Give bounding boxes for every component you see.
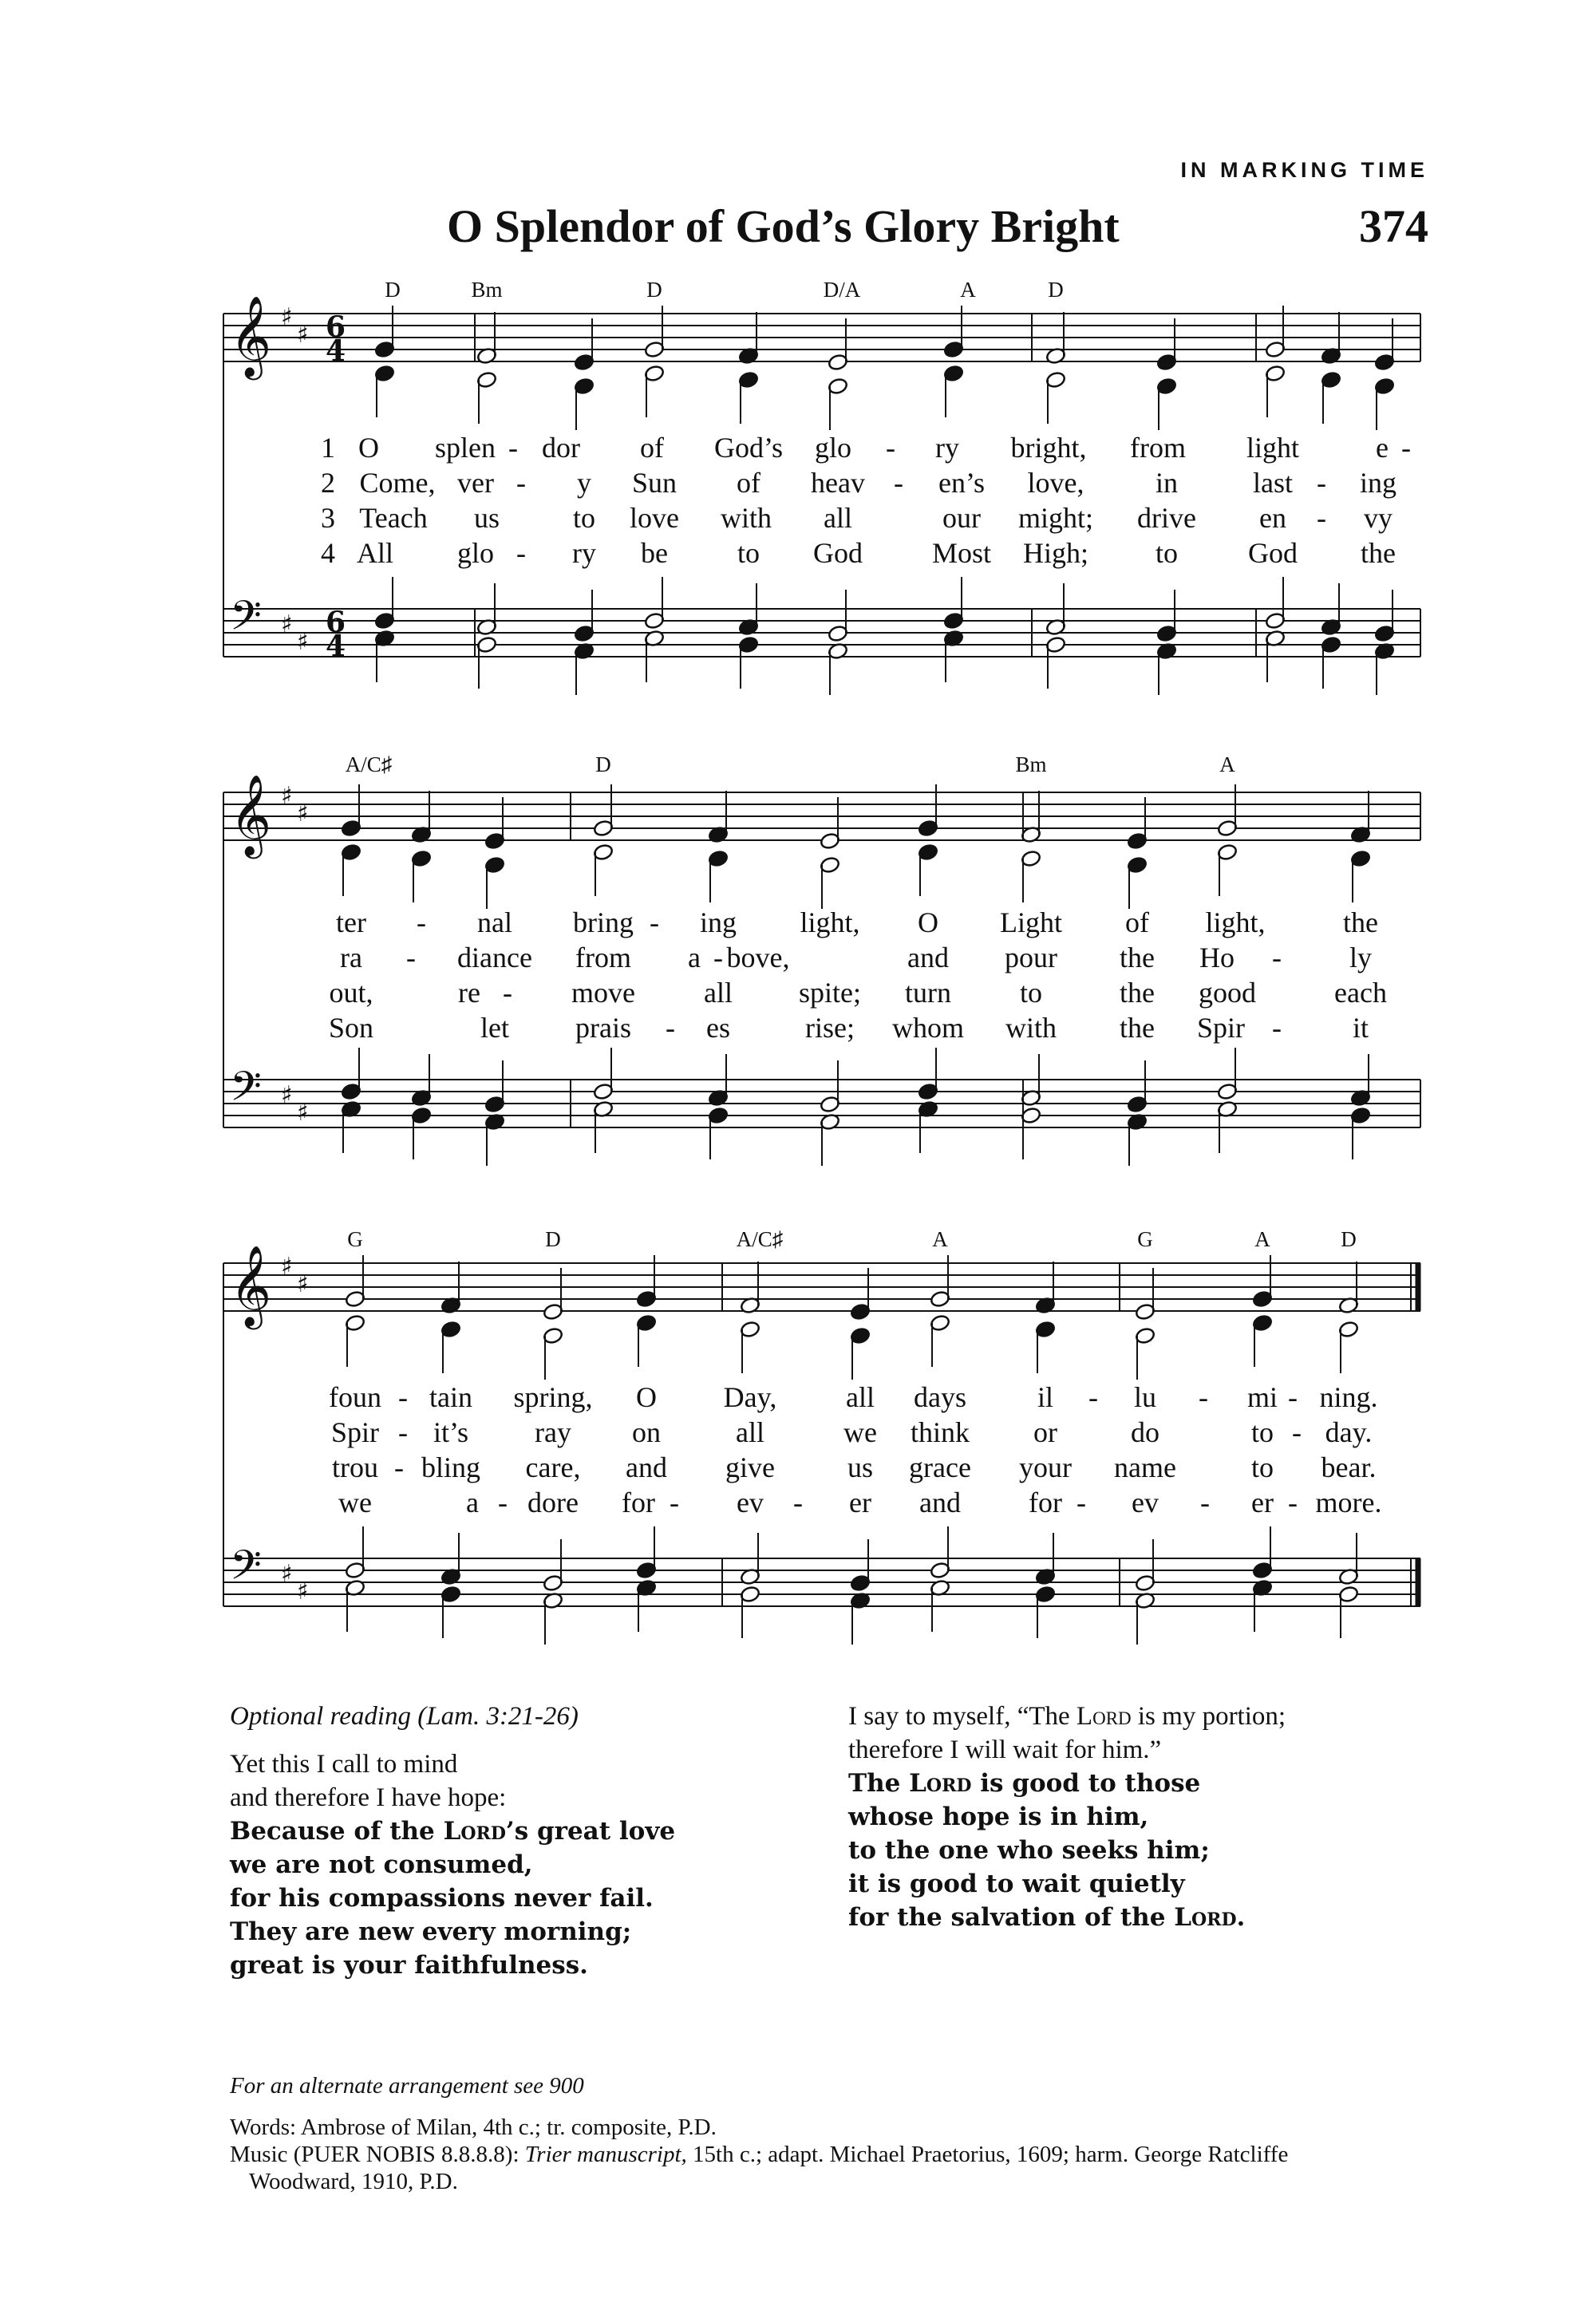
lyric-syllable: Come,	[359, 467, 436, 499]
lyric-syllable: Light	[1000, 906, 1062, 938]
bass-staff	[223, 1526, 1420, 1645]
lyric-syllable: might;	[1017, 502, 1094, 534]
lyric-syllable: pour	[1005, 942, 1057, 973]
lyric-hyphen: -	[1317, 467, 1326, 499]
alternate-arrangement-note: For an alternate arrangement see 900	[230, 2073, 584, 2099]
lyric-syllable: all	[846, 1381, 875, 1413]
lyric-hyphen: -	[793, 1487, 803, 1518]
sharp-icon: ♯	[297, 321, 309, 349]
reading-heading: Optional reading (Lam. 3:21-26)	[230, 1702, 579, 1731]
reading-right-column	[848, 1700, 1286, 1934]
lyric-syllable: for	[1029, 1487, 1062, 1518]
lyric-syllable: with	[1005, 1012, 1057, 1044]
chord-symbol: Bm	[1015, 752, 1047, 776]
music-credit-rest: 15th c.; adapt. Michael Praetorius, 1609; harm. George Ratcliffe	[686, 2142, 1289, 2167]
lyric-syllable: the	[1120, 1012, 1155, 1044]
lyric-syllable: Most	[931, 537, 992, 569]
lyric-hyphen: -	[666, 1012, 675, 1044]
lyric-hyphen: -	[1272, 942, 1282, 973]
verse-number: 3	[321, 502, 335, 534]
lyric-syllable: en’s	[938, 467, 985, 499]
lyric-syllable: light,	[800, 906, 860, 938]
lyric-syllable: the	[1361, 537, 1396, 569]
lyric-hyphen: -	[1288, 1487, 1298, 1518]
hymn-number: 374	[1359, 200, 1428, 252]
lyric-hyphen: -	[498, 1487, 508, 1518]
treble-clef-icon: 𝄞	[230, 294, 272, 377]
lyric-syllable: light,	[1205, 906, 1266, 938]
lyric-syllable: foun	[329, 1381, 381, 1413]
lyric-syllable: and	[919, 1487, 961, 1518]
lyric-syllable: All	[356, 537, 394, 569]
lyric-syllable: us	[473, 502, 500, 534]
sharp-icon: ♯	[281, 1560, 293, 1588]
lyric-syllable: move	[571, 977, 635, 1009]
lyric-syllable: er	[1251, 1487, 1274, 1518]
bass-staff	[223, 1048, 1420, 1166]
lyric-hyphen: -	[516, 467, 526, 499]
lyric-syllable: ev	[737, 1487, 764, 1518]
music-system-2	[223, 746, 1428, 1145]
lyric-hyphen: -	[394, 1451, 404, 1483]
time-signature-icon: 4	[326, 334, 346, 368]
reading-line: Yet this I call to mind	[230, 1750, 458, 1779]
sharp-icon: ♯	[297, 1270, 309, 1298]
chord-symbol: A	[1254, 1227, 1270, 1251]
credits	[230, 2072, 1451, 2195]
verse-number: 2	[321, 467, 335, 499]
lyric-syllable: Teach	[359, 502, 428, 534]
lyric-syllable: God	[813, 537, 863, 569]
lyric-syllable: to	[737, 537, 760, 569]
lyric-syllable: more.	[1315, 1487, 1382, 1518]
chord-symbol: D	[1341, 1227, 1357, 1251]
lyric-syllable: splen	[435, 432, 496, 464]
lyric-syllable: ra	[340, 942, 362, 973]
chord-symbol: D	[545, 1227, 561, 1251]
lyric-syllable: er	[849, 1487, 871, 1518]
reading-response-line: Because of the Lord’s great love	[230, 1817, 676, 1846]
music-credit-source: Trier manuscript,	[524, 2142, 687, 2167]
section-label: IN MARKING TIME	[1180, 158, 1428, 182]
lyric-hyphen: -	[1317, 502, 1326, 534]
lyric-hyphen: -	[1199, 1381, 1208, 1413]
lyric-hyphen: -	[1200, 1487, 1210, 1518]
lyric-syllable: in	[1155, 467, 1179, 499]
lyric-syllable: whom	[892, 1012, 964, 1044]
lyric-syllable: good	[1199, 977, 1256, 1009]
lyric-hyphen: -	[398, 1416, 408, 1448]
bass-clef-icon: 𝄢	[230, 591, 262, 650]
reading-line: and therefore I have hope:	[230, 1783, 507, 1812]
chord-symbol: G	[347, 1227, 363, 1251]
lyric-hyphen: -	[1401, 432, 1411, 464]
music-system-3	[223, 1221, 1428, 1636]
lyric-syllable: days	[914, 1381, 966, 1413]
lyric-hyphen: -	[1077, 1487, 1086, 1518]
lyric-syllable: us	[847, 1451, 874, 1483]
lyric-syllable: Spir	[330, 1416, 380, 1448]
chord-symbol: A	[932, 1227, 948, 1251]
lyric-hyphen: -	[894, 467, 903, 499]
lyric-syllable: of	[640, 432, 664, 464]
lyric-syllable: out,	[329, 977, 373, 1009]
reading-line: I say to myself, “The Lord is my portion;	[848, 1702, 1286, 1731]
lyric-syllable: name	[1114, 1451, 1176, 1483]
chord-symbol: D	[1048, 278, 1064, 302]
lyric-syllable: last	[1253, 467, 1293, 499]
lyric-syllable: love	[630, 502, 679, 534]
treble-staff	[223, 773, 1420, 909]
reading-line: therefore I will wait for him.”	[848, 1736, 1162, 1764]
lyric-syllable: do	[1131, 1416, 1159, 1448]
lyric-syllable: Spir	[1196, 1012, 1246, 1044]
lyric-syllable: love,	[1027, 467, 1084, 499]
lyric-syllable: ev	[1132, 1487, 1159, 1518]
lyric-syllable: or	[1033, 1416, 1057, 1448]
lyric-syllable: Sun	[631, 467, 678, 499]
verse-number: 1	[321, 432, 335, 464]
lyric-syllable: on	[632, 1416, 661, 1448]
lyric-syllable: care,	[525, 1451, 581, 1483]
lyric-hyphen: -	[650, 906, 659, 938]
lyric-hyphen: -	[670, 1487, 679, 1518]
lyric-syllable: Day,	[723, 1381, 777, 1413]
lyric-syllable: rise;	[805, 1012, 855, 1044]
reading-response-line: The Lord is good to those	[848, 1769, 1201, 1798]
chord-symbol: D/A	[823, 278, 861, 302]
lyric-hyphen: -	[417, 906, 426, 938]
chord-symbol: A/C♯	[345, 752, 393, 776]
lyric-syllable: from	[1130, 432, 1186, 464]
lyric-hyphen: -	[1288, 1381, 1298, 1413]
lyric-syllable: trou	[332, 1451, 378, 1483]
chord-symbol: A	[1219, 752, 1235, 776]
lyric-syllable: it	[1352, 1012, 1369, 1044]
lyric-hyphen: -	[406, 942, 416, 973]
lyric-syllable: ry	[935, 432, 959, 464]
lyric-syllable: day.	[1325, 1416, 1373, 1448]
lyric-syllable: ing	[699, 906, 737, 938]
lyric-syllable: and	[626, 1451, 667, 1483]
sharp-icon: ♯	[297, 800, 309, 827]
lyric-syllable: to	[1019, 977, 1043, 1009]
reading-left-column	[230, 1700, 675, 1982]
lyric-syllable: God’s	[713, 432, 784, 464]
lyric-syllable: light	[1246, 432, 1300, 464]
lyric-hyphen: -	[516, 537, 526, 569]
music-credit	[230, 2141, 1451, 2168]
lyric-syllable: e	[1376, 432, 1389, 464]
treble-staff	[223, 294, 1420, 430]
time-signature-icon: 6	[326, 310, 346, 344]
lyric-syllable: to	[1155, 537, 1179, 569]
lyric-syllable: O	[358, 432, 379, 464]
lyric-hyphen: -	[886, 432, 895, 464]
lyric-syllable: tain	[429, 1381, 472, 1413]
lyric-syllable: lu	[1133, 1381, 1157, 1413]
lyric-syllable: grace	[909, 1451, 971, 1483]
lyric-syllable: y	[577, 467, 591, 499]
lyric-syllable: all	[824, 502, 852, 534]
lyric-syllable: re	[458, 977, 480, 1009]
lyric-hyphen: -	[503, 977, 512, 1009]
time-signature-icon: 6	[326, 606, 346, 639]
lyric-syllable: all	[736, 1416, 764, 1448]
bass-clef-icon: 𝄢	[230, 1062, 262, 1120]
treble-clef-icon: 𝄞	[230, 1244, 272, 1326]
lyric-syllable: spring,	[513, 1381, 593, 1413]
music-credit-prefix: Music (PUER NOBIS 8.8.8.8):	[230, 2142, 525, 2167]
lyric-syllable: each	[1334, 977, 1387, 1009]
lyric-syllable: for	[622, 1487, 655, 1518]
lyric-hyphen: -	[1088, 1381, 1098, 1413]
lyric-syllable: our	[942, 502, 981, 534]
reading-response-line: great is your faithfulness.	[230, 1951, 588, 1980]
lyric-syllable: your	[1019, 1451, 1072, 1483]
lyric-syllable: be	[641, 537, 668, 569]
lyric-syllable: Son	[328, 1012, 374, 1044]
chord-symbol: D	[595, 752, 611, 776]
lyric-syllable: the	[1343, 906, 1378, 938]
lyric-syllable: en	[1259, 502, 1286, 534]
music-system-1	[223, 271, 1428, 686]
lyric-syllable: bring	[573, 906, 634, 938]
reading-response-line: for his compassions never fail.	[230, 1884, 654, 1913]
chord-symbol: G	[1137, 1227, 1153, 1251]
lyric-syllable: it’s	[433, 1416, 469, 1448]
chord-symbol: Bm	[471, 278, 503, 302]
lyric-syllable: prais	[575, 1012, 631, 1044]
lyric-syllable: let	[480, 1012, 509, 1044]
lyric-syllable: give	[725, 1451, 775, 1483]
bass-staff	[223, 577, 1420, 695]
lyric-syllable: spite;	[799, 977, 861, 1009]
lyric-syllable: all	[704, 977, 733, 1009]
lyric-syllable: glo	[814, 432, 852, 464]
reading-response-line: to the one who seeks him;	[848, 1836, 1210, 1865]
lyric-syllable: il	[1037, 1381, 1054, 1413]
lyric-syllable: ning.	[1319, 1381, 1378, 1413]
lyric-syllable: to	[1250, 1451, 1274, 1483]
reading-response-line: it is good to wait quietly	[848, 1870, 1185, 1898]
lyric-hyphen: -	[508, 432, 518, 464]
music-credit-line2: Woodward, 1910, P.D.	[249, 2169, 458, 2194]
lyric-syllable: O	[918, 906, 938, 938]
lyric-hyphen: -	[398, 1381, 408, 1413]
lyric-syllable: vy	[1364, 502, 1393, 534]
lyric-syllable: High;	[1022, 537, 1089, 569]
reading-response-line: whose hope is in him,	[848, 1803, 1149, 1831]
lyric-syllable: dor	[542, 432, 580, 464]
lyric-syllable: the	[1120, 977, 1155, 1009]
lyric-syllable: bright,	[1010, 432, 1087, 464]
lyric-syllable: ly	[1349, 942, 1373, 973]
lyric-syllable: O	[636, 1381, 657, 1413]
sharp-icon: ♯	[281, 303, 293, 331]
lyric-syllable: drive	[1137, 502, 1196, 534]
sharp-icon: ♯	[297, 628, 309, 656]
sharp-icon: ♯	[281, 1253, 293, 1281]
sharp-icon: ♯	[281, 1081, 293, 1109]
lyric-syllable: God	[1248, 537, 1298, 569]
lyric-syllable: nal	[477, 906, 512, 938]
bass-clef-icon: 𝄢	[230, 1541, 262, 1599]
staff-notation	[223, 746, 1428, 1161]
lyric-syllable: from	[575, 942, 631, 973]
lyric-syllable: mi	[1246, 1381, 1278, 1413]
chord-symbol: D	[646, 278, 662, 302]
time-signature-icon: 4	[326, 630, 346, 663]
lyric-syllable: turn	[905, 977, 951, 1009]
lyric-syllable: to	[572, 502, 596, 534]
lyric-syllable: diance	[457, 942, 532, 973]
lyric-hyphen: -	[713, 942, 723, 973]
hymn-title: O Splendor of God’s Glory Bright	[447, 200, 1120, 252]
treble-clef-icon: 𝄞	[230, 773, 272, 855]
sharp-icon: ♯	[297, 1099, 309, 1127]
lyric-syllable: bove,	[726, 942, 790, 973]
chord-symbol: A/C♯	[736, 1227, 784, 1251]
lyric-syllable: ter	[336, 906, 366, 938]
lyric-syllable: ray	[535, 1416, 571, 1448]
lyric-syllable: to	[1250, 1416, 1274, 1448]
chord-symbol: D	[385, 278, 401, 302]
lyric-syllable: dore	[527, 1487, 579, 1518]
lyric-hyphen: -	[1272, 1012, 1282, 1044]
lyric-syllable: a	[688, 942, 701, 973]
lyric-syllable: ry	[572, 537, 596, 569]
sharp-icon: ♯	[297, 1578, 309, 1605]
lyric-syllable: Ho	[1199, 942, 1235, 973]
chord-symbol: A	[960, 278, 976, 302]
lyric-syllable: think	[910, 1416, 970, 1448]
lyric-syllable: and	[907, 942, 949, 973]
reading-response-line: for the salvation of the Lord.	[848, 1903, 1246, 1932]
words-credit: Words: Ambrose of Milan, 4th c.; tr. composite, P.D.	[230, 2115, 717, 2140]
lyric-syllable: bling	[421, 1451, 481, 1483]
lyric-syllable: glo	[456, 537, 495, 569]
lyric-syllable: with	[720, 502, 772, 534]
reading-response-line: They are new every morning;	[230, 1917, 632, 1946]
sharp-icon: ♯	[281, 782, 293, 810]
lyric-syllable: of	[737, 467, 760, 499]
lyric-syllable: ver	[457, 467, 494, 499]
lyric-syllable: of	[1125, 906, 1149, 938]
lyric-syllable: es	[706, 1012, 730, 1044]
lyric-syllable: the	[1120, 942, 1155, 973]
lyric-syllable: we	[843, 1416, 877, 1448]
lyric-syllable: ing	[1359, 467, 1397, 499]
lyric-syllable: we	[338, 1487, 372, 1518]
lyric-syllable: heav	[811, 467, 865, 499]
verse-number: 4	[321, 537, 335, 569]
sharp-icon: ♯	[281, 610, 293, 638]
lyric-syllable: bear.	[1321, 1451, 1377, 1483]
treble-staff	[223, 1244, 1420, 1380]
lyric-hyphen: -	[1292, 1416, 1302, 1448]
reading-response-line: we are not consumed,	[230, 1850, 533, 1879]
lyric-syllable: a	[466, 1487, 479, 1518]
